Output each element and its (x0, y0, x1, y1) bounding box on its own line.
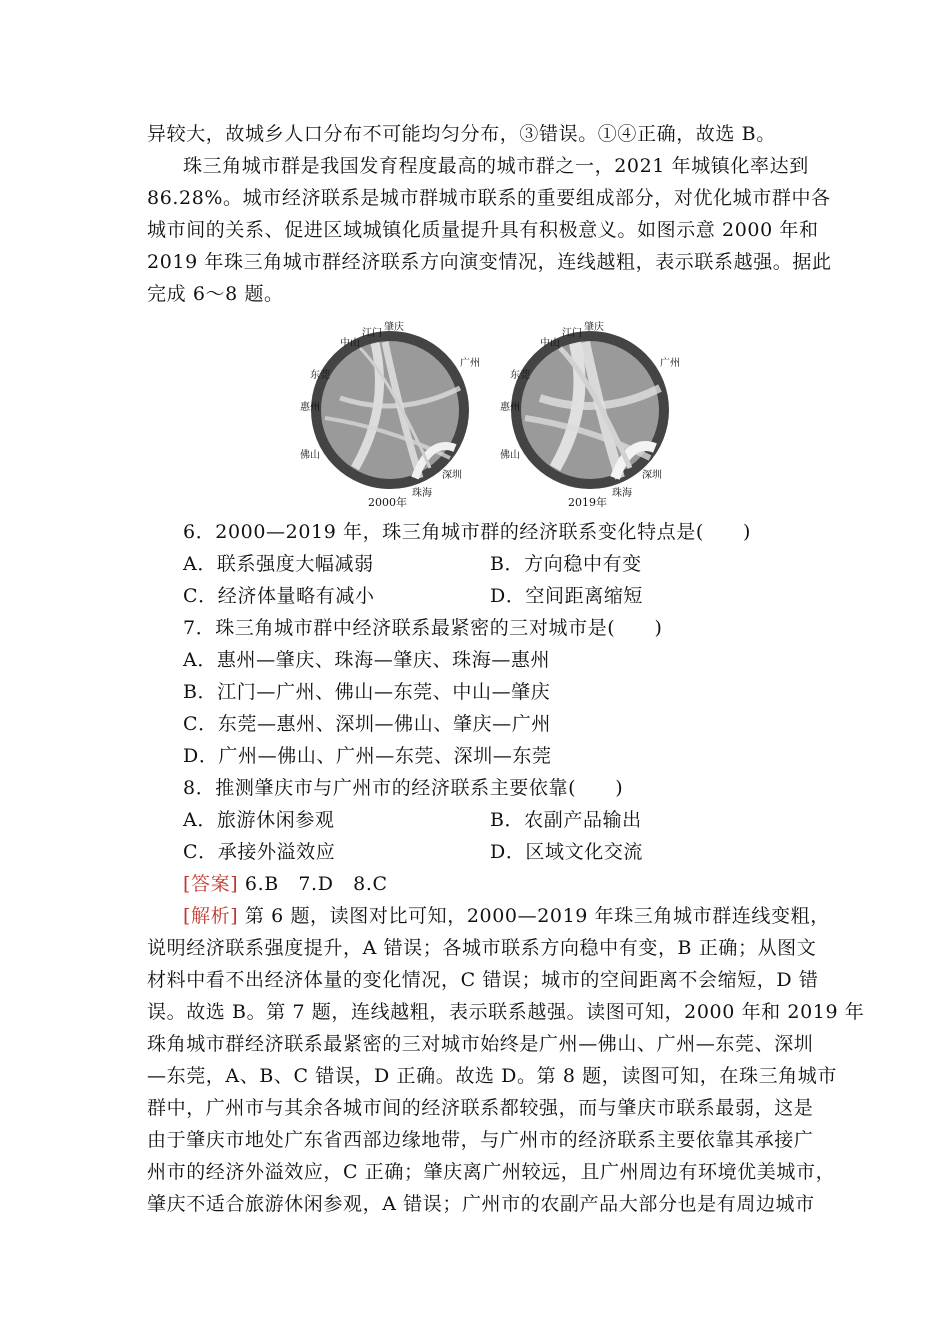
q6-option-d: D．空间距离缩短 (490, 585, 644, 607)
chart-year-label: 2000年 (368, 496, 407, 509)
city-label: 深圳 (642, 470, 662, 481)
q7-option-d: D．广州—佛山、广州—东莞、深圳—东莞 (183, 745, 552, 767)
city-label: 中山 (340, 338, 360, 349)
city-label: 广州 (460, 358, 480, 369)
analysis-line: 由于肇庆市地处广东省西部边缘地带，与广州市的经济联系主要依靠其承接广 (147, 1129, 814, 1151)
city-label: 佛山 (300, 450, 320, 461)
analysis-tag: [解析] (183, 905, 239, 927)
analysis-line: 珠角城市群经济联系最紧密的三对城市始终是广州—佛山、广州—东莞、深圳 (147, 1033, 814, 1055)
question-6-stem: 6．2000—2019 年，珠三角城市群的经济联系变化特点是( ) (183, 521, 752, 543)
question-7-stem: 7．珠三角城市群中经济联系最紧密的三对城市是( ) (183, 617, 663, 639)
passage-line: 2019 年珠三角城市群经济联系方向演变情况，连线越粗，表示联系越强。据此 (147, 251, 832, 273)
city-label: 江门 (562, 328, 582, 339)
answer-tag: [答案] (183, 873, 239, 895)
passage-line: 城市间的关系、促进区域城镇化质量提升具有积极意义。如图示意 2000 年和 (147, 219, 819, 241)
q7-option-a: A．惠州—肇庆、珠海—肇庆、珠海—惠州 (183, 649, 551, 671)
city-label: 东莞 (310, 370, 330, 381)
analysis-line: 材料中看不出经济体量的变化情况，C 错误；城市的空间距离不会缩短，D 错 (147, 969, 819, 991)
passage-line: 完成 6～8 题。 (147, 283, 284, 305)
city-label: 肇庆 (384, 322, 404, 333)
city-label: 广州 (660, 358, 680, 369)
analysis-line: 说明经济联系强度提升，A 错误；各城市联系方向稳中有变，B 正确；从图文 (147, 937, 817, 959)
analysis-line: 误。故选 B。第 7 题，连线越粗，表示联系越强。读图可知，2000 年和 2019 年 (147, 1001, 865, 1023)
answer-line (183, 868, 388, 900)
chord-diagram-figure (300, 318, 680, 510)
analysis-line: 州市的经济外溢效应，C 正确；肇庆离广州较远，且广州周边有环境优美城市， (147, 1161, 836, 1183)
chord-svg-2000 (300, 318, 480, 510)
q6-option-c: C．经济体量略有减小 (183, 585, 375, 607)
chord-diagram-2019 (500, 318, 680, 510)
city-label: 惠州 (500, 402, 520, 413)
city-label: 珠海 (612, 488, 632, 499)
city-label: 江门 (362, 328, 382, 339)
answer-text: 6.B 7.D 8.C (244, 873, 388, 895)
city-label: 东莞 (510, 370, 530, 381)
passage-line: 86.28%。城市经济联系是城市群城市联系的重要组成部分，对优化城市群中各 (147, 187, 831, 209)
passage-line: 珠三角城市群是我国发育程度最高的城市群之一，2021 年城镇化率达到 (183, 155, 809, 177)
chord-svg-2019 (500, 318, 680, 510)
city-label: 肇庆 (584, 322, 604, 333)
q7-option-b: B．江门—广州、佛山—东莞、中山—肇庆 (183, 681, 551, 703)
city-label: 中山 (540, 338, 560, 349)
city-label: 珠海 (412, 488, 432, 499)
q8-option-a: A．旅游休闲参观 (183, 809, 335, 831)
analysis-line: 群中，广州市与其余各城市间的经济联系都较强，而与肇庆市联系最弱，这是 (147, 1097, 814, 1119)
city-label: 惠州 (300, 402, 320, 413)
q6-option-a: A．联系强度大幅减弱 (183, 553, 374, 575)
q8-option-b: B．农副产品输出 (490, 809, 642, 831)
analysis-line: —东莞，A、B、C 错误，D 正确。故选 D。第 8 题，读图可知，在珠三角城市 (147, 1065, 837, 1087)
q7-option-c: C．东莞—惠州、深圳—佛山、肇庆—广州 (183, 713, 551, 735)
chord-diagram-2000 (300, 318, 480, 510)
analysis-line: 肇庆不适合旅游休闲参观，A 错误；广州市的农副产品大部分也是有周边城市 (147, 1193, 815, 1215)
question-8-stem: 8．推测肇庆市与广州市的经济联系主要依靠( ) (183, 777, 624, 799)
city-label: 佛山 (500, 450, 520, 461)
city-label: 深圳 (442, 470, 462, 481)
analysis-text: 第 6 题，读图对比可知，2000—2019 年珠三角城市群连线变粗， (244, 905, 830, 927)
text-line: 异较大，故城乡人口分布不可能均匀分布，③错误。①④正确，故选 B。 (147, 123, 776, 145)
q8-option-d: D．区域文化交流 (490, 841, 644, 863)
q6-option-b: B．方向稳中有变 (490, 553, 642, 575)
q8-option-c: C．承接外溢效应 (183, 841, 336, 863)
analysis-line-1 (183, 900, 830, 932)
chart-year-label: 2019年 (568, 496, 607, 509)
